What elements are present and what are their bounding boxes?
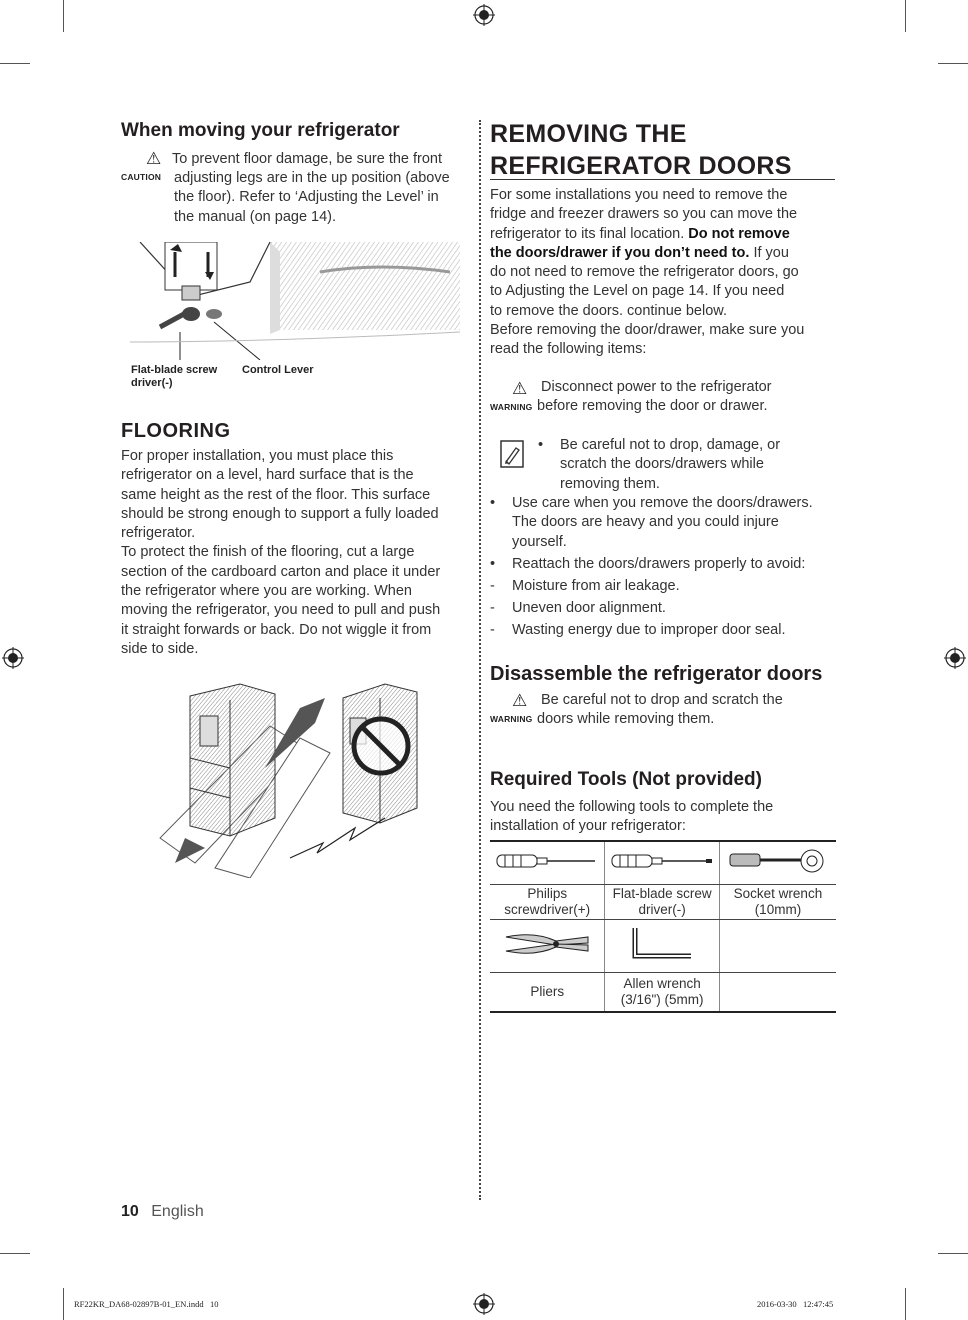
bullet-line: The doors are heavy and you could injure <box>512 514 779 531</box>
tools-cell <box>719 920 836 973</box>
tools-label-row <box>490 885 836 920</box>
bullet-line: Use care when you remove the doors/drawers. <box>512 495 813 511</box>
bullet-marker: • <box>538 437 544 453</box>
intro-line: For some installations you need to remove the <box>490 187 788 203</box>
tool-label-pliers: Pliers <box>490 973 605 1013</box>
bullet-marker: • <box>490 495 496 511</box>
warning-text: Be careful not to drop and scratch the <box>541 692 783 708</box>
crop-mark <box>63 1288 64 1320</box>
tools-intro <box>490 798 773 837</box>
tools-label-row <box>490 973 836 1013</box>
disassemble-heading: Disassemble the refrigerator doors <box>490 663 823 685</box>
intro-line <box>490 244 840 263</box>
flooring-line: side to side. <box>121 640 199 657</box>
tools-table <box>490 840 836 1013</box>
bullet-text <box>560 436 780 494</box>
intro-bold-text: Do not remove <box>688 225 790 242</box>
flooring-heading: FLOORING <box>121 420 231 442</box>
intro-line <box>490 225 840 244</box>
moving-refrigerator-figure <box>155 678 425 878</box>
tool-label-allen: Allen wrench (3/16") (5mm) <box>605 973 719 1013</box>
flooring-text <box>121 447 476 659</box>
crop-mark <box>0 63 30 64</box>
bullet-line: yourself. <box>512 533 567 550</box>
warning-icon: ⚠ <box>512 691 528 710</box>
flooring-line: should be strong enough to support a fully loaded <box>121 505 439 522</box>
registration-mark-icon <box>473 4 495 26</box>
caution-line: adjusting legs are in the up position (above <box>174 170 450 186</box>
warning-text: Disconnect power to the refrigerator <box>541 379 772 395</box>
file-slug: RF22KR_DA68-02897B-01_EN.indd 10 <box>74 1299 219 1309</box>
intro-bold-text: the doors/drawer if you don’t need to. <box>490 244 750 261</box>
leg-adjustment-figure <box>130 242 460 360</box>
bullet-line: removing them. <box>560 475 660 492</box>
crop-mark <box>938 63 968 64</box>
tools-image-row <box>490 920 836 973</box>
caution-text <box>174 169 474 227</box>
tool-label-philips: Philips screwdriver(+) <box>490 885 605 920</box>
dash-marker: - <box>490 578 495 594</box>
intro-line-text: If you <box>753 244 789 261</box>
print-timestamp: 2016-03-30 12:47:45 <box>757 1299 834 1309</box>
flooring-line: same height as the rest of the floor. This surface <box>121 486 431 503</box>
flooring-line: refrigerator on a level, hard surface that is the <box>121 467 414 484</box>
main-heading-line: REMOVING THE <box>490 120 687 148</box>
bullet-line: scratch the doors/drawers while <box>560 456 764 473</box>
tool-label-flat-blade: Flat-blade screw driver(-) <box>605 885 719 920</box>
main-heading <box>490 118 840 182</box>
registration-mark-icon <box>473 1293 495 1315</box>
dash-marker: - <box>490 600 495 616</box>
caution-line: To prevent floor damage, be sure the front <box>172 151 443 167</box>
flooring-line: the refrigerator where you are working. When <box>121 583 412 600</box>
phillips-screwdriver-icon <box>495 851 599 871</box>
crop-mark <box>905 1288 906 1320</box>
bullet-text <box>512 494 813 552</box>
flooring-line: refrigerator. <box>121 525 196 542</box>
bullet-line: Be careful not to drop, damage, or <box>560 437 781 453</box>
tools-cell <box>490 841 605 885</box>
tools-cell <box>605 920 719 973</box>
caution-line: the floor). Refer to ‘Adjusting the Level’ in <box>174 189 439 206</box>
tools-cell <box>490 920 605 973</box>
intro-line: read the following items: <box>490 341 647 358</box>
intro-line-text: refrigerator to its final location. <box>490 225 685 242</box>
flooring-line: To protect the finish of the flooring, cut a large <box>121 544 415 561</box>
caution-line: the manual (on page 14). <box>174 208 337 225</box>
crop-mark <box>63 0 64 32</box>
tools-cell <box>605 841 719 885</box>
intro-line: fridge and freezer drawers so you can move the <box>490 206 798 223</box>
flooring-line: moving the refrigerator, you need to pull and push <box>121 602 441 619</box>
pliers-icon <box>504 927 590 961</box>
caution-text <box>172 150 472 169</box>
dash-text: Moisture from air leakage. <box>512 578 680 594</box>
intro-text <box>490 186 840 360</box>
bullet-text: Reattach the doors/drawers properly to avoid: <box>512 556 806 572</box>
dash-text: Wasting energy due to improper door seal. <box>512 622 786 638</box>
caution-label: CAUTION <box>121 172 162 182</box>
dash-text: Uneven door alignment. <box>512 600 666 616</box>
main-heading-line: REFRIGERATOR DOORS <box>490 152 792 180</box>
page-number: 10 <box>121 1203 139 1220</box>
tools-intro-line: installation of your refrigerator: <box>490 818 686 835</box>
warning-text: before removing the door or drawer. <box>537 398 768 414</box>
tool-label-socket: Socket wrench (10mm) <box>719 885 836 920</box>
moving-heading: When moving your refrigerator <box>121 120 400 141</box>
warning-icon: ⚠ <box>512 379 528 398</box>
page-footer <box>121 1203 204 1221</box>
tools-cell <box>719 973 836 1013</box>
note-icon <box>500 440 524 468</box>
warning-label: WARNING <box>490 402 533 412</box>
crop-mark <box>905 0 906 32</box>
caption-control-lever: Control Lever <box>242 364 314 376</box>
caption-flat-blade: Flat-blade screw driver(-) <box>131 364 218 389</box>
flat-blade-screwdriver-icon <box>610 851 714 871</box>
socket-wrench-icon <box>728 848 828 874</box>
tools-intro-line: You need the following tools to complete the <box>490 799 774 815</box>
flooring-line: For proper installation, you must place this <box>121 448 394 464</box>
registration-mark-icon <box>2 647 24 669</box>
intro-line: to remove the doors. continue below. <box>490 302 727 319</box>
intro-line: do not need to remove the refrigerator doors, go <box>490 264 799 281</box>
column-divider <box>479 120 481 1200</box>
flooring-line: it straight forwards or back. Do not wiggle it from <box>121 621 432 638</box>
dash-marker: - <box>490 622 495 638</box>
registration-mark-icon <box>944 647 966 669</box>
tools-cell <box>719 841 836 885</box>
tools-heading: Required Tools (Not provided) <box>490 769 762 790</box>
caution-icon: ⚠ <box>146 149 162 168</box>
allen-wrench-icon <box>627 926 697 962</box>
tools-image-row <box>490 841 836 885</box>
warning-label: WARNING <box>490 714 533 724</box>
heading-rule <box>490 179 835 180</box>
language-label: English <box>151 1203 204 1220</box>
intro-line: to Adjusting the Level on page 14. If you need <box>490 283 785 300</box>
crop-mark <box>0 1253 30 1254</box>
intro-line: Before removing the door/drawer, make sure you <box>490 322 805 339</box>
flooring-line: section of the cardboard carton and place it under <box>121 563 441 580</box>
bullet-marker: • <box>490 556 496 572</box>
crop-mark <box>938 1253 968 1254</box>
warning-text: doors while removing them. <box>537 711 715 727</box>
